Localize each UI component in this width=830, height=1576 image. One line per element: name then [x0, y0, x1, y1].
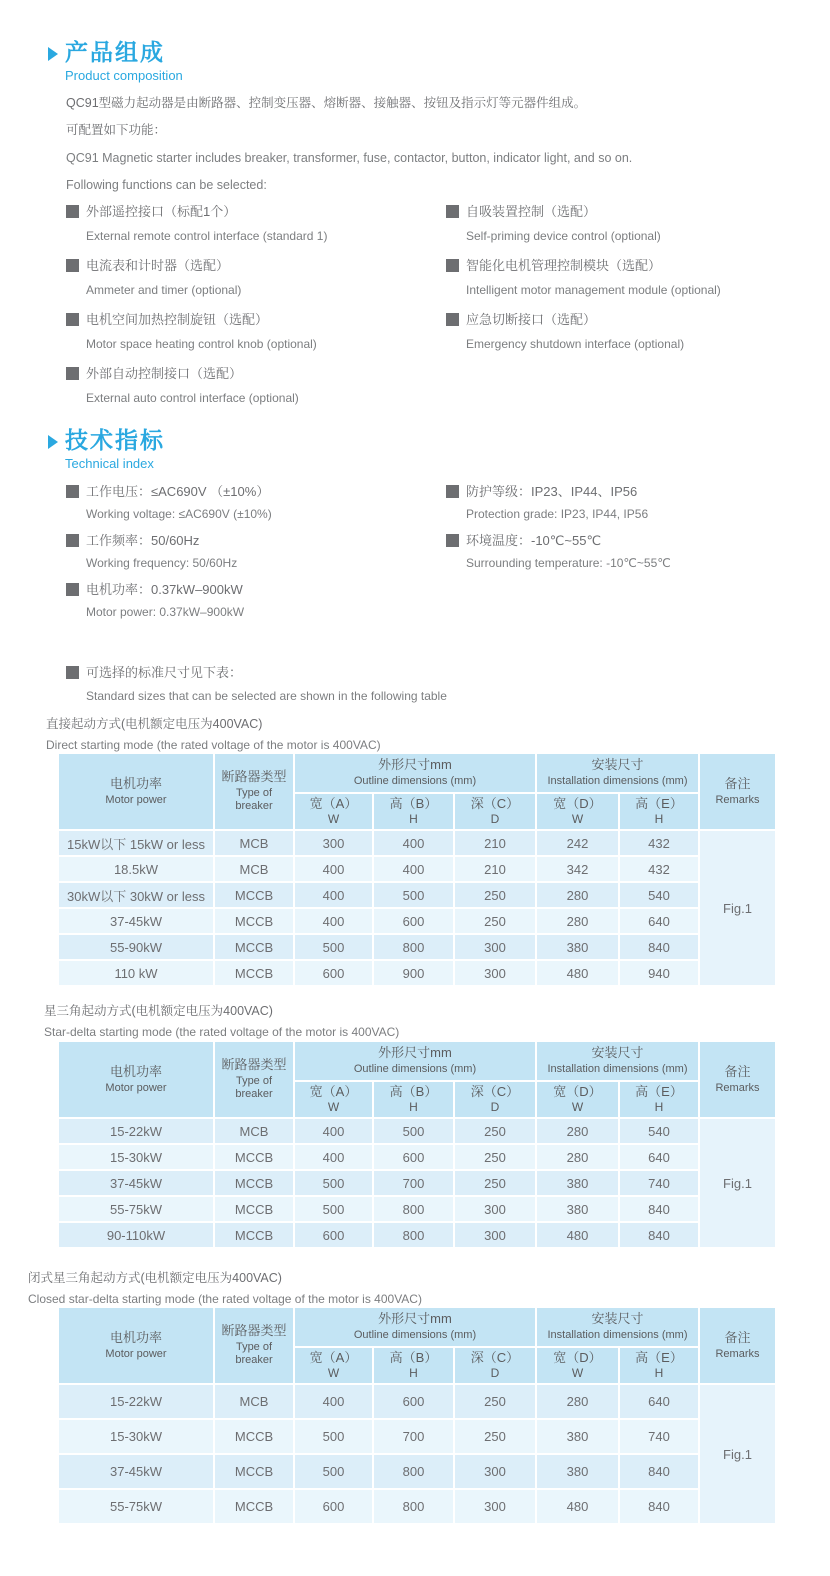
section-product-composition-head: [48, 40, 183, 83]
table-caption: [28, 1268, 422, 1306]
table-cell: 600: [294, 1489, 373, 1524]
table-cell: 700: [373, 1419, 454, 1454]
header-cell-height-b: 高（B） H: [373, 1081, 454, 1118]
table-cell: 380: [536, 1419, 619, 1454]
table-caption-cn: 闭式星三角起动方式(电机额定电压为400VAC): [28, 1271, 282, 1285]
square-bullet-icon: [66, 205, 79, 218]
table-row: [58, 1489, 776, 1524]
paragraph: 可配置如下功能：: [66, 123, 167, 138]
table-cell: MCB: [214, 856, 294, 882]
section-arrow-icon: [48, 435, 58, 449]
table-cell: MCCB: [214, 908, 294, 934]
table-cell: 740: [619, 1419, 699, 1454]
table-cell: 90-110kW: [58, 1222, 214, 1248]
table-cell: 700: [373, 1170, 454, 1196]
table-cell: 600: [373, 908, 454, 934]
table-cell: 840: [619, 1454, 699, 1489]
section-title-block: [65, 428, 165, 471]
table-caption-en: Star-delta starting mode (the rated voltage of the motor is 400VAC): [44, 1025, 400, 1039]
table-cell: 940: [619, 960, 699, 986]
remark-cell: Fig.1: [699, 1384, 776, 1524]
header-cell-depth-c: 深（C） D: [454, 1081, 536, 1118]
header-cell-installation-dimensions: 安装尺寸 Installation dimensions (mm): [536, 1041, 699, 1081]
table-cell: 500: [294, 1196, 373, 1222]
feature-item: [446, 309, 778, 351]
table-cell: MCCB: [214, 1170, 294, 1196]
table-cell: 250: [454, 1144, 536, 1170]
table-cell: 400: [294, 1144, 373, 1170]
spec-label-cn: 工作电压：≤AC690V （±10%）: [86, 484, 270, 499]
header-cell-width-d: 宽（D） W: [536, 1347, 619, 1384]
table-cell: 55-75kW: [58, 1196, 214, 1222]
feature-label-cn: 应急切断接口（选配）: [466, 312, 597, 327]
table-cell: 500: [373, 1118, 454, 1144]
feature-label-cn: 外部自动控制接口（选配）: [86, 366, 243, 381]
header-cell-breaker-type: 断路器类型 Type of breaker: [214, 1307, 294, 1384]
header-cell-breaker-type: 断路器类型 Type of breaker: [214, 1041, 294, 1118]
header-cell-motor-power: 电机功率 Motor power: [58, 1041, 214, 1118]
header-cell-height-e: 高（E） H: [619, 793, 699, 830]
table-cell: 300: [454, 934, 536, 960]
header-cell-outline-dimensions: 外形尺寸mm Outline dimensions (mm): [294, 753, 536, 793]
table-cell: 500: [294, 1454, 373, 1489]
square-bullet-icon: [66, 367, 79, 380]
square-bullet-icon: [66, 666, 79, 679]
technical-columns: [66, 481, 778, 628]
table-cell: 432: [619, 856, 699, 882]
table-caption-cn: 星三角起动方式(电机额定电压为400VAC): [44, 1004, 273, 1018]
header-cell-width-d: 宽（D） W: [536, 1081, 619, 1118]
table-cell: 300: [454, 1489, 536, 1524]
table-cell: 15-30kW: [58, 1419, 214, 1454]
table-cell: 15-22kW: [58, 1384, 214, 1419]
table-cell: 280: [536, 908, 619, 934]
paragraph: QC91型磁力起动器是由断路器、控制变压器、熔断器、接触器、按钮及指示灯等元器件组成。: [66, 96, 587, 110]
table-cell: MCCB: [214, 1454, 294, 1489]
table-cell: MCB: [214, 1118, 294, 1144]
table-cell: 800: [373, 1222, 454, 1248]
table-cell: 400: [373, 830, 454, 856]
table-cell: 500: [294, 1419, 373, 1454]
header-cell-motor-power: 电机功率 Motor power: [58, 1307, 214, 1384]
spec-item: [66, 579, 446, 619]
feature-label-en: External remote control interface (standard 1): [86, 229, 328, 243]
table-row: [58, 1419, 776, 1454]
table-cell: 250: [454, 1170, 536, 1196]
section-title-cn: 产品组成: [65, 39, 165, 65]
table-cell: 900: [373, 960, 454, 986]
table-caption-en: Direct starting mode (the rated voltage of the motor is 400VAC): [46, 738, 381, 752]
spec-label-en: Motor power: 0.37kW–900kW: [86, 605, 245, 619]
table-cell: 280: [536, 1118, 619, 1144]
table-cell: 400: [373, 856, 454, 882]
table-cell: 250: [454, 1118, 536, 1144]
table-cell: 280: [536, 1384, 619, 1419]
header-cell-motor-power: 电机功率 Motor power: [58, 753, 214, 830]
feature-item: [446, 201, 778, 243]
feature-label-en: Motor space heating control knob (optional): [86, 337, 317, 351]
feature-label-cn: 自吸装置控制（选配）: [466, 204, 597, 219]
table-cell: 210: [454, 830, 536, 856]
remark-cell: Fig.1: [699, 830, 776, 986]
feature-label-en: Intelligent motor management module (optional): [466, 283, 721, 297]
section-technical-index-head: [48, 428, 165, 471]
table-cell: 30kW以下 30kW or less: [58, 882, 214, 908]
feature-label-cn: 电流表和计时器（选配）: [86, 258, 230, 273]
table-cell: 250: [454, 908, 536, 934]
spec-item: [66, 481, 446, 521]
spec-table-star-delta: [57, 1040, 777, 1249]
table-cell: 300: [294, 830, 373, 856]
spec-table-direct-starting: [57, 752, 777, 987]
feature-columns: [66, 201, 778, 417]
table-cell: MCCB: [214, 1222, 294, 1248]
header-cell-width-d: 宽（D） W: [536, 793, 619, 830]
table-cell: 432: [619, 830, 699, 856]
table-cell: 400: [294, 908, 373, 934]
table-cell: 37-45kW: [58, 908, 214, 934]
table-cell: 55-90kW: [58, 934, 214, 960]
spec-label-cn: 工作频率：50/60Hz: [86, 533, 200, 548]
header-cell-installation-dimensions: 安装尺寸 Installation dimensions (mm): [536, 1307, 699, 1347]
spec-label-en: Working voltage: ≤AC690V (±10%): [86, 507, 272, 521]
table-cell: 600: [373, 1144, 454, 1170]
feature-label-cn: 智能化电机管理控制模块（选配）: [466, 258, 662, 273]
square-bullet-icon: [66, 583, 79, 596]
table-cell: 600: [294, 1222, 373, 1248]
spec-item: [66, 530, 446, 570]
spec-label-en: Surrounding temperature: -10℃~55℃: [466, 556, 671, 570]
spec-label-en: Protection grade: IP23, IP44, IP56: [466, 507, 649, 521]
paragraph: Following functions can be selected:: [66, 178, 267, 193]
header-cell-height-b: 高（B） H: [373, 793, 454, 830]
table-cell: 300: [454, 960, 536, 986]
table-cell: 400: [294, 856, 373, 882]
table-cell: 540: [619, 1118, 699, 1144]
table-caption-en: Closed star-delta starting mode (the rated voltage of the motor is 400VAC): [28, 1292, 422, 1306]
table-row: [58, 882, 776, 908]
table-row: [58, 1118, 776, 1144]
table-cell: MCCB: [214, 960, 294, 986]
table-row: [58, 1144, 776, 1170]
table-cell: 15-30kW: [58, 1144, 214, 1170]
feature-label-cn: 外部遥控接口（标配1个）: [86, 204, 237, 219]
feature-label-cn: 电机空间加热控制旋钮（选配）: [86, 312, 269, 327]
feature-label-en: Self-priming device control (optional): [466, 229, 661, 243]
table-cell: MCCB: [214, 1489, 294, 1524]
header-cell-height-e: 高（E） H: [619, 1081, 699, 1118]
table-cell: 380: [536, 1170, 619, 1196]
header-cell-remarks: 备注 Remarks: [699, 1307, 776, 1384]
spec-label-cn: 防护等级：IP23、IP44、IP56: [466, 484, 638, 499]
header-cell-height-b: 高（B） H: [373, 1347, 454, 1384]
feature-item: [446, 255, 778, 297]
table-cell: 55-75kW: [58, 1489, 214, 1524]
spec-item: [446, 481, 778, 521]
table-row: [58, 1384, 776, 1419]
technical-list-right: [446, 481, 778, 628]
table-cell: MCCB: [214, 1419, 294, 1454]
table-cell: 400: [294, 882, 373, 908]
square-bullet-icon: [446, 534, 459, 547]
spec-label-cn: 电机功率：0.37kW–900kW: [86, 582, 243, 597]
table-cell: 15-22kW: [58, 1118, 214, 1144]
feature-label-en: Emergency shutdown interface (optional): [466, 337, 685, 351]
spec-label-cn: 环境温度：-10℃~55℃: [466, 533, 602, 548]
table-cell: 342: [536, 856, 619, 882]
note-label-cn: 可选择的标准尺寸见下表：: [86, 665, 243, 680]
table-cell: 242: [536, 830, 619, 856]
table-cell: 600: [294, 960, 373, 986]
table-cell: 250: [454, 1419, 536, 1454]
table-cell: 280: [536, 1144, 619, 1170]
table-cell: 400: [294, 1384, 373, 1419]
table-cell: 18.5kW: [58, 856, 214, 882]
section-title-block: [65, 40, 183, 83]
header-cell-installation-dimensions: 安装尺寸 Installation dimensions (mm): [536, 753, 699, 793]
square-bullet-icon: [66, 485, 79, 498]
table-cell: 500: [373, 882, 454, 908]
table-cell: 840: [619, 934, 699, 960]
header-cell-width-a: 宽（A） W: [294, 1081, 373, 1118]
remark-cell: Fig.1: [699, 1118, 776, 1248]
table-row: [58, 830, 776, 856]
table-cell: 480: [536, 1489, 619, 1524]
table-cell: MCCB: [214, 882, 294, 908]
square-bullet-icon: [66, 534, 79, 547]
table-cell: MCCB: [214, 1144, 294, 1170]
table-cell: 37-45kW: [58, 1170, 214, 1196]
table-cell: 110 kW: [58, 960, 214, 986]
table-cell: 800: [373, 1489, 454, 1524]
square-bullet-icon: [446, 259, 459, 272]
table-cell: MCCB: [214, 1196, 294, 1222]
table-cell: 210: [454, 856, 536, 882]
table-row: [58, 1454, 776, 1489]
spec-table-closed-star-delta: [57, 1306, 777, 1525]
feature-list-left: [66, 201, 446, 417]
table-cell: 37-45kW: [58, 1454, 214, 1489]
table-caption: [44, 1001, 399, 1039]
table-cell: 600: [373, 1384, 454, 1419]
header-cell-width-a: 宽（A） W: [294, 793, 373, 830]
table-cell: 380: [536, 1196, 619, 1222]
table-row: [58, 934, 776, 960]
table-caption-cn: 直接起动方式(电机额定电压为400VAC): [46, 717, 263, 731]
table-cell: 300: [454, 1222, 536, 1248]
table-cell: 640: [619, 1384, 699, 1419]
table-cell: MCCB: [214, 934, 294, 960]
table-cell: 800: [373, 934, 454, 960]
header-cell-remarks: 备注 Remarks: [699, 753, 776, 830]
note-label-en: Standard sizes that can be selected are shown in the following table: [86, 689, 447, 703]
table-cell: 300: [454, 1196, 536, 1222]
header-cell-depth-c: 深（C） D: [454, 1347, 536, 1384]
table-cell: 250: [454, 1384, 536, 1419]
header-cell-outline-dimensions: 外形尺寸mm Outline dimensions (mm): [294, 1041, 536, 1081]
square-bullet-icon: [66, 259, 79, 272]
header-cell-outline-dimensions: 外形尺寸mm Outline dimensions (mm): [294, 1307, 536, 1347]
section-title-cn: 技术指标: [65, 427, 165, 453]
feature-item: [66, 201, 446, 243]
square-bullet-icon: [446, 313, 459, 326]
table-cell: 380: [536, 934, 619, 960]
feature-label-en: Ammeter and timer (optional): [86, 283, 242, 297]
feature-item: [66, 309, 446, 351]
table-caption: [46, 714, 381, 752]
table-cell: 800: [373, 1454, 454, 1489]
section-title-en: Product composition: [65, 68, 183, 84]
table-cell: 250: [454, 882, 536, 908]
table-cell: MCB: [214, 1384, 294, 1419]
table-cell: 800: [373, 1196, 454, 1222]
spec-item: [446, 530, 778, 570]
table-cell: MCB: [214, 830, 294, 856]
header-cell-remarks: 备注 Remarks: [699, 1041, 776, 1118]
header-cell-depth-c: 深（C） D: [454, 793, 536, 830]
header-cell-breaker-type: 断路器类型 Type of breaker: [214, 753, 294, 830]
product-intro: [66, 96, 776, 206]
feature-item: [66, 255, 446, 297]
table-row: [58, 1222, 776, 1248]
section-title-en: Technical index: [65, 456, 154, 472]
table-cell: 480: [536, 960, 619, 986]
header-cell-height-e: 高（E） H: [619, 1347, 699, 1384]
feature-label-en: External auto control interface (optional): [86, 391, 299, 405]
table-cell: 480: [536, 1222, 619, 1248]
table-row: [58, 856, 776, 882]
table-cell: 640: [619, 908, 699, 934]
technical-list-left: [66, 481, 446, 628]
table-row: [58, 908, 776, 934]
table-cell: 500: [294, 1170, 373, 1196]
table-row: [58, 1196, 776, 1222]
feature-list-right: [446, 201, 778, 417]
table-row: [58, 960, 776, 986]
square-bullet-icon: [446, 485, 459, 498]
table-cell: 740: [619, 1170, 699, 1196]
table-cell: 840: [619, 1222, 699, 1248]
table-cell: 840: [619, 1489, 699, 1524]
table-cell: 280: [536, 882, 619, 908]
spec-label-en: Working frequency: 50/60Hz: [86, 556, 238, 570]
square-bullet-icon: [446, 205, 459, 218]
table-cell: 380: [536, 1454, 619, 1489]
table-row: [58, 1170, 776, 1196]
table-cell: 840: [619, 1196, 699, 1222]
square-bullet-icon: [66, 313, 79, 326]
table-cell: 500: [294, 934, 373, 960]
paragraph: QC91 Magnetic starter includes breaker, transformer, fuse, contactor, button, indicator light, and so on.: [66, 150, 633, 165]
feature-item: [66, 363, 446, 405]
table-cell: 300: [454, 1454, 536, 1489]
table-cell: 640: [619, 1144, 699, 1170]
table-cell: 15kW以下 15kW or less: [58, 830, 214, 856]
table-cell: 540: [619, 882, 699, 908]
header-cell-width-a: 宽（A） W: [294, 1347, 373, 1384]
standard-sizes-note: [66, 662, 447, 703]
section-arrow-icon: [48, 47, 58, 61]
table-cell: 400: [294, 1118, 373, 1144]
